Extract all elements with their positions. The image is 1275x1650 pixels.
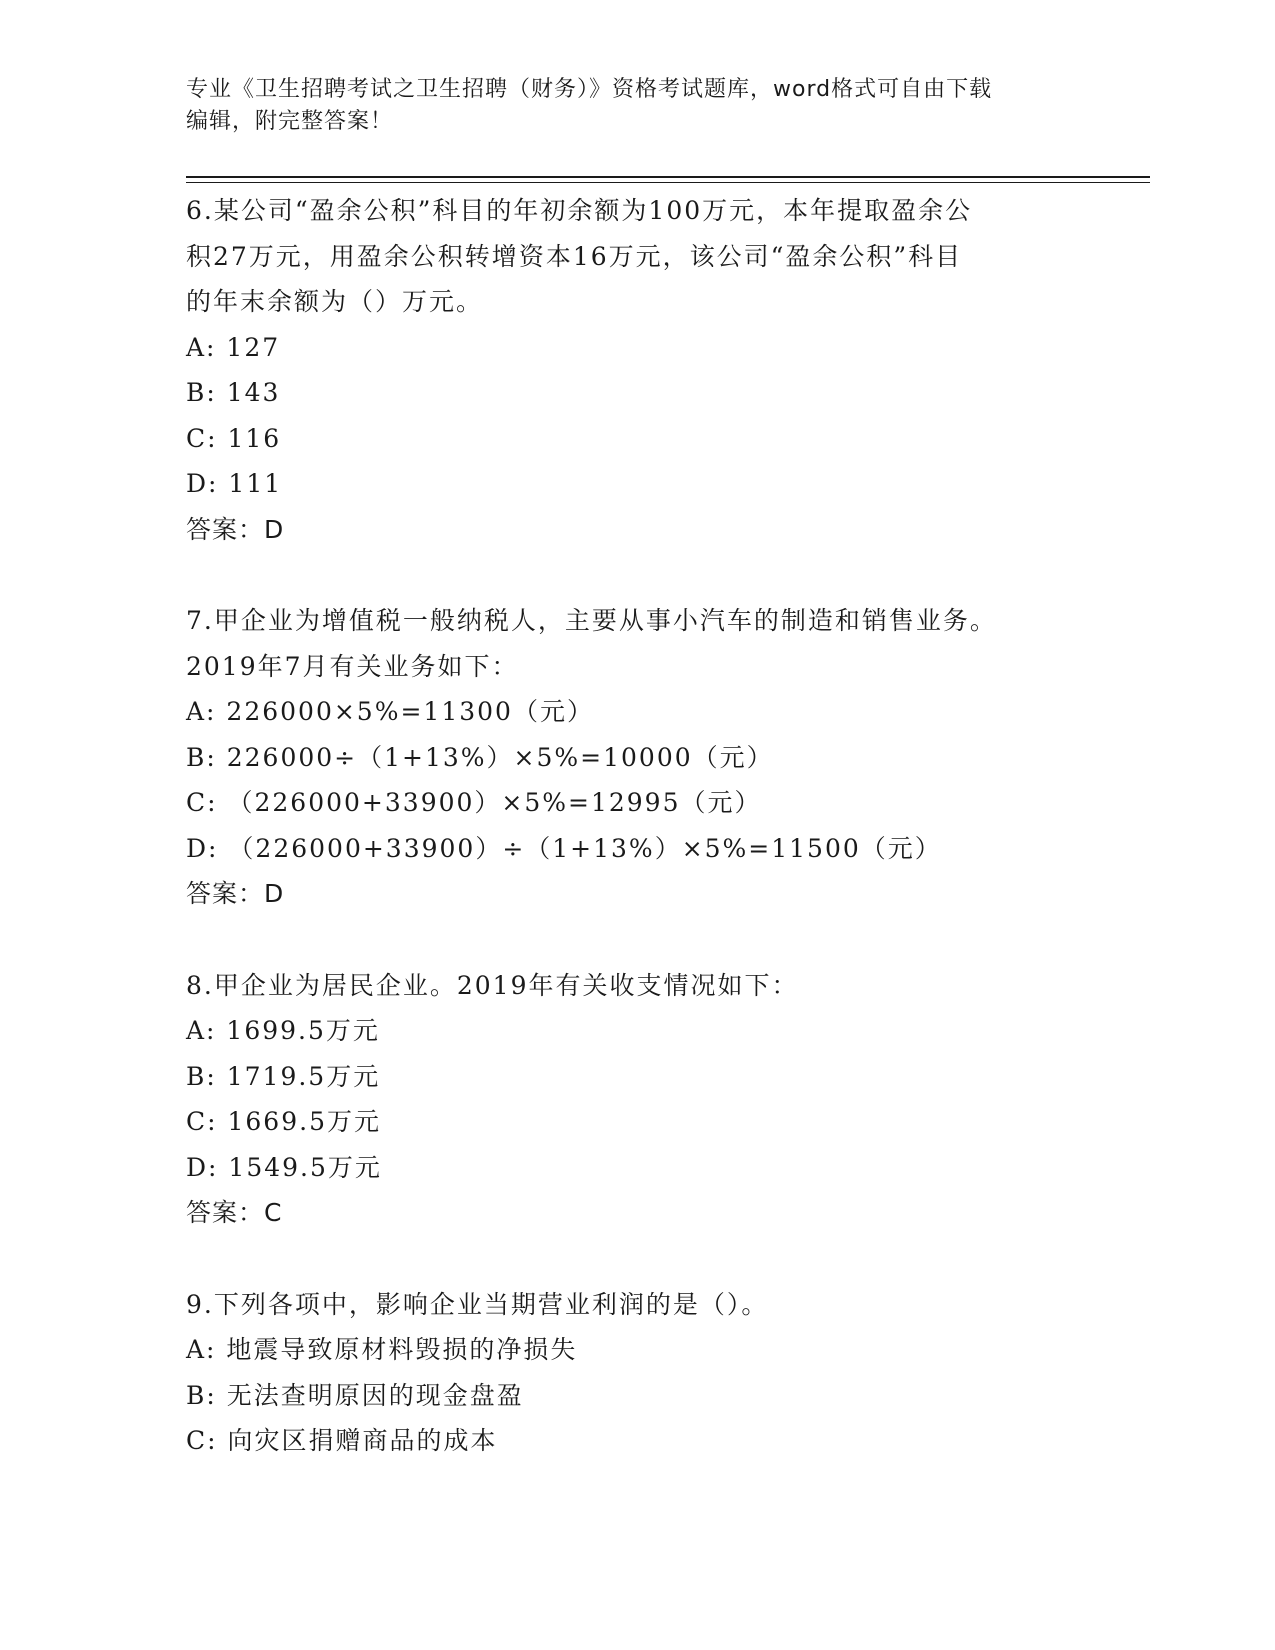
header-divider-thick xyxy=(186,176,1150,178)
question-8-option-c: C: 1669.5万元 xyxy=(186,1107,381,1136)
question-7-answer: 答案：D xyxy=(186,879,285,908)
question-9-option-b: B: 无法查明原因的现金盘盈 xyxy=(186,1380,524,1410)
question-9-option-c: C: 向灾区捐赠商品的成本 xyxy=(186,1426,498,1455)
question-spacer xyxy=(186,552,1086,598)
question-list xyxy=(186,188,1086,1464)
question-7-option-c: C: （226000+33900）×5%=12995（元） xyxy=(186,788,762,817)
header-line-2: 编辑，附完整答案！ xyxy=(186,109,394,134)
header-line-1: 专业《卫生招聘考试之卫生招聘（财务）》资格考试题库，word格式可自由下载 xyxy=(186,77,993,102)
question-6-stem-line-1: 6.某公司“盈余公积”科目的年初余额为100万元，本年提取盈余公 xyxy=(186,196,973,225)
question-6-answer: 答案：D xyxy=(186,514,285,544)
question-7 xyxy=(186,598,1086,917)
question-6-option-c: C: 116 xyxy=(186,423,282,453)
header-divider-thin xyxy=(186,182,1150,183)
question-8 xyxy=(186,963,1086,1236)
question-8-option-a: A: 1699.5万元 xyxy=(186,1016,380,1045)
question-8-option-b: B: 1719.5万元 xyxy=(186,1061,381,1091)
question-6-option-a: A: 127 xyxy=(186,332,281,362)
question-6-stem-line-2: 积27万元，用盈余公积转增资本16万元，该公司“盈余公积”科目 xyxy=(186,241,963,271)
question-9 xyxy=(186,1282,1086,1464)
question-7-option-b: B: 226000÷（1+13%）×5%=10000（元） xyxy=(186,742,774,772)
document-header xyxy=(186,74,1086,138)
question-9-stem-line-1: 9.下列各项中，影响企业当期营业利润的是（）。 xyxy=(186,1289,769,1319)
question-9-option-a: A: 地震导致原材料毁损的净损失 xyxy=(186,1335,578,1364)
question-spacer xyxy=(186,1236,1086,1282)
question-7-option-d: D: （226000+33900）÷（1+13%）×5%=11500（元） xyxy=(186,833,942,863)
question-6-option-b: B: 143 xyxy=(186,378,281,407)
question-7-stem-line-2: 2019年7月有关业务如下： xyxy=(186,651,519,681)
question-7-option-a: A: 226000×5%=11300（元） xyxy=(186,697,594,726)
question-7-stem-line-1: 7.甲企业为增值税一般纳税人，主要从事小汽车的制造和销售业务。 xyxy=(186,606,997,635)
question-spacer xyxy=(186,917,1086,963)
question-8-option-d: D: 1549.5万元 xyxy=(186,1152,382,1182)
question-8-stem-line-1: 8.甲企业为居民企业。2019年有关收支情况如下： xyxy=(186,970,799,1000)
question-8-answer: 答案：C xyxy=(186,1198,283,1227)
question-6-stem-line-3: 的年末余额为（）万元。 xyxy=(186,287,484,316)
question-6-option-d: D: 111 xyxy=(186,469,283,498)
question-6 xyxy=(186,188,1086,552)
